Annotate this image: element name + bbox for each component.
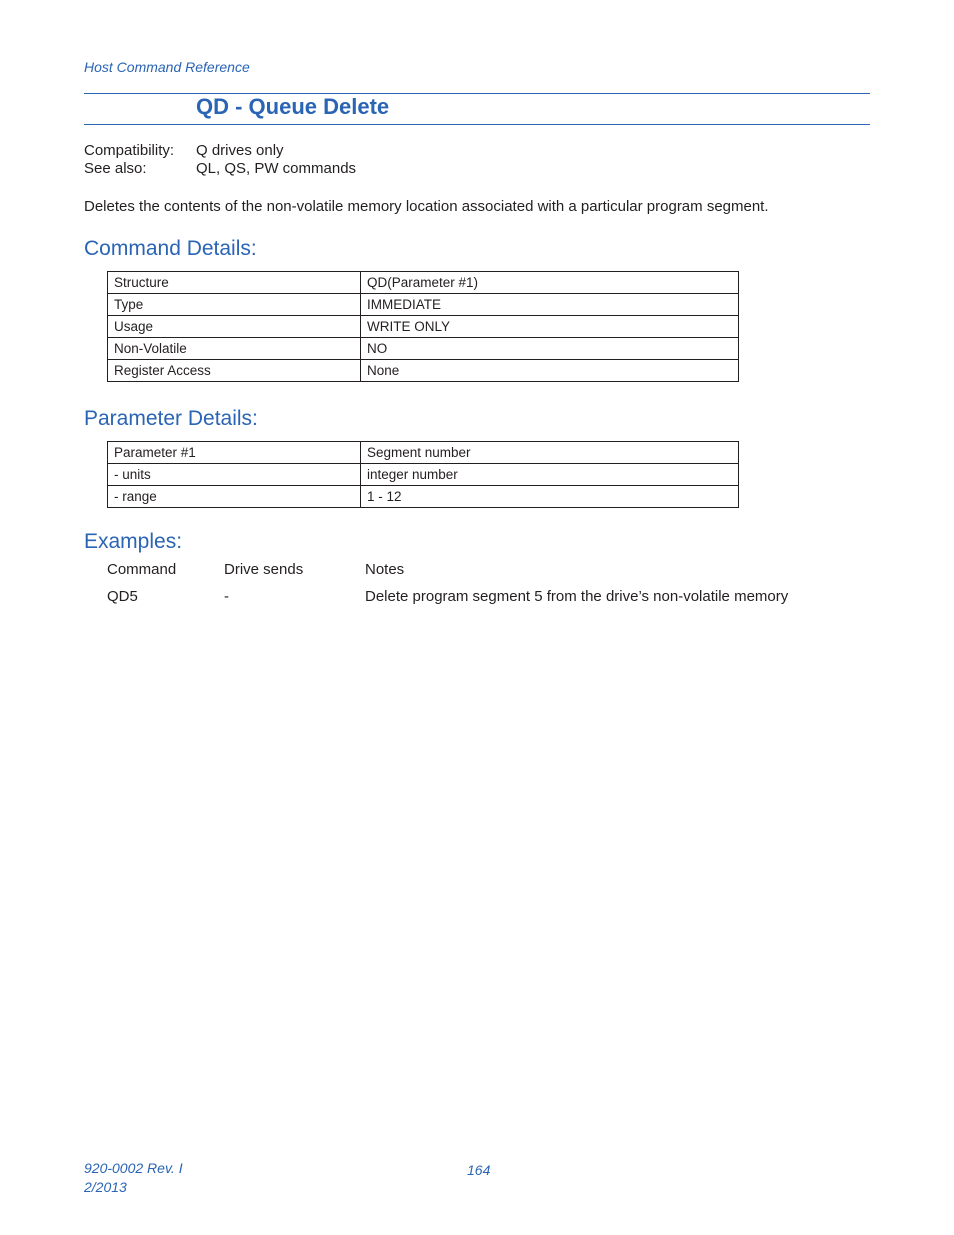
example-drive-sends: - xyxy=(224,588,229,605)
title-rule-bottom xyxy=(84,124,870,125)
running-header: Host Command Reference xyxy=(84,59,250,75)
see-also-value: QL, QS, PW commands xyxy=(196,160,357,177)
table-row xyxy=(108,272,739,294)
examples-column-command: Command xyxy=(107,561,177,578)
footer-page-number: 164 xyxy=(467,1162,491,1178)
table-cell-label: Register Access xyxy=(108,360,361,382)
command-details-heading: Command Details: xyxy=(84,237,257,260)
description: Deletes the contents of the non-volatile memory location associated with a particular program segment. xyxy=(84,198,769,215)
example-notes: Delete program segment 5 from the drive’s non-volatile memory xyxy=(365,588,789,605)
table-cell-label: Usage xyxy=(108,316,361,338)
table-cell-value: WRITE ONLY xyxy=(361,316,739,338)
table-cell-label: Parameter #1 xyxy=(108,442,361,464)
table-cell-value: NO xyxy=(361,338,739,360)
see-also-label: See also: xyxy=(84,160,147,177)
page-title: QD - Queue Delete xyxy=(196,94,390,119)
table-cell-value: integer number xyxy=(361,464,739,486)
table-cell-value: QD(Parameter #1) xyxy=(361,272,739,294)
table-cell-label: Type xyxy=(108,294,361,316)
examples-column-notes: Notes xyxy=(365,561,405,578)
table-cell-label: - range xyxy=(108,486,361,508)
footer-date: 2/2013 xyxy=(84,1179,127,1195)
table-cell-value: IMMEDIATE xyxy=(361,294,739,316)
table-cell-label: Non-Volatile xyxy=(108,338,361,360)
table-cell-label: Structure xyxy=(108,272,361,294)
table-cell-label: - units xyxy=(108,464,361,486)
parameter-details-table xyxy=(107,441,739,508)
footer-doc-info xyxy=(84,1159,183,1197)
table-row xyxy=(108,338,739,360)
table-row xyxy=(108,294,739,316)
examples-heading: Examples: xyxy=(84,530,183,553)
example-command: QD5 xyxy=(107,588,138,605)
table-row xyxy=(108,442,739,464)
examples-column-drive-sends: Drive sends xyxy=(224,561,304,578)
table-row xyxy=(108,486,739,508)
table-cell-value: None xyxy=(361,360,739,382)
table-cell-value: Segment number xyxy=(361,442,739,464)
table-cell-value: 1 - 12 xyxy=(361,486,739,508)
table-row xyxy=(108,464,739,486)
see-also-row xyxy=(84,160,356,177)
compatibility-label: Compatibility: xyxy=(84,142,175,159)
compatibility-value: Q drives only xyxy=(196,142,284,159)
command-details-table xyxy=(107,271,739,382)
parameter-details-heading: Parameter Details: xyxy=(84,407,258,430)
table-row xyxy=(108,360,739,382)
table-row xyxy=(108,316,739,338)
footer-doc-number: 920-0002 Rev. I xyxy=(84,1160,183,1176)
compatibility-row xyxy=(84,142,284,159)
